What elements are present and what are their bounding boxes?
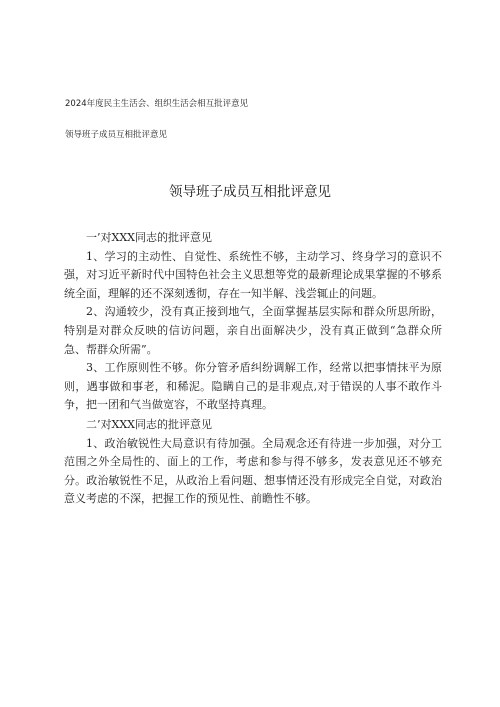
paragraph-1-2: 2、沟通较少，没有真正接到地气，全面掌握基层实际和群众所思所盼，特别是对群众反映的信访问题，亲自出面解决少，没有真正做到“急群众所急、帮群众所需”。 (64, 305, 442, 356)
header-line-1: 2024年度民主生活会、组织生活会相互批评意见 (65, 99, 249, 109)
paragraph-1-3: 3、工作原则性不够。你分管矛盾纠纷调解工作，经常以把事情抹平为原则，遇事做和事老，和稀泥。隐瞒自己的是非观点,对于错误的人事不敢作斗争，把一团和气当做宽容，不敢坚持真理。 (64, 361, 442, 412)
document-title: 领导班子成员互相批评意见 (169, 184, 331, 200)
document-body (64, 228, 442, 509)
section-heading-2: 二’对XXX同志的批评意见 (86, 417, 212, 431)
paragraph-2-1: 1、政治敏锐性大局意识有待加强。全局观念还有待进一步加强，对分工范围之外全局性的、面上的工作，考虑和参与得不够多，发表意见还不够充分。政治敏锐性不足，从政治上看问题、想事情还没有形成完全自觉，对政治意义考虑的不深，把握工作的预见性、前瞻性不够。 (64, 436, 442, 506)
header-line-2: 领导班子成员互相批评意见 (65, 130, 168, 140)
paragraph-1-1: 1、学习的主动性、自觉性、系统性不够，主动学习、终身学习的意识不强，对习近平新时代中国特色社会主义思想等党的最新理论成果掌握的不够系统全面，理解的还不深刻透彻，存在一知半解、浅尝辄止的问题。 (64, 249, 442, 300)
section-heading-1: 一’对XXX同志的批评意见 (86, 231, 212, 244)
